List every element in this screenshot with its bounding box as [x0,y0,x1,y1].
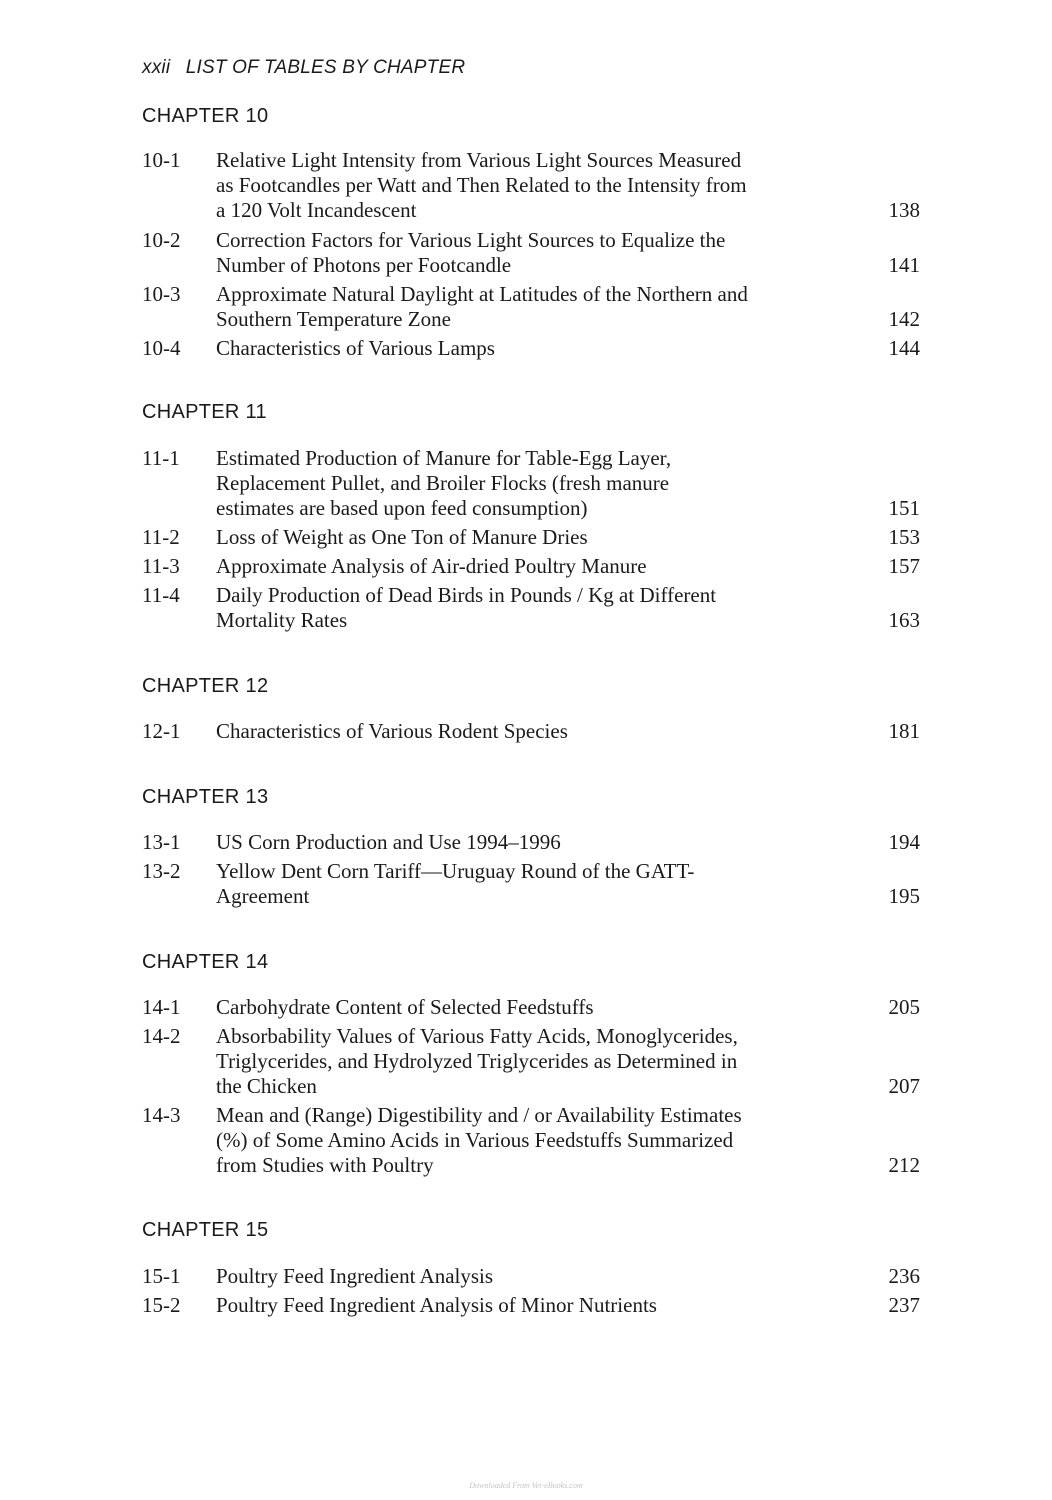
table-title [216,446,846,521]
table-number: 10-4 [142,336,181,360]
table-title [216,1293,846,1318]
table-title-line: Poultry Feed Ingredient Analysis of Minor Nutrients [216,1293,657,1317]
table-title-line: Daily Production of Dead Birds in Pounds / Kg at Different [216,583,717,607]
table-title [216,148,846,223]
table-title-line: Correction Factors for Various Light Sources to Equalize the [216,228,726,252]
table-title-line: Agreement [216,884,310,908]
page-number: 163 [888,608,920,632]
page-number: 205 [888,995,920,1019]
table-title [216,1024,846,1099]
table-title-line: Estimated Production of Manure for Table-Egg Layer, [216,446,672,470]
table-entry [142,1024,920,1099]
table-title [216,282,846,332]
table-entry [142,1264,920,1289]
page-number: 236 [888,1264,920,1288]
table-entry [142,583,920,633]
table-number: 12-1 [142,719,181,743]
page-folio: xxii [142,57,171,78]
table-title-line: Characteristics of Various Rodent Species [216,719,568,743]
table-title-line: Triglycerides, and Hydrolyzed Triglycerides as Determined in [216,1049,738,1073]
table-title-line: US Corn Production and Use 1994–1996 [216,830,561,854]
table-number: 11-3 [142,554,180,578]
page-number: 212 [888,1153,920,1177]
page-number: 181 [888,719,920,743]
page-number: 194 [888,830,920,854]
table-number: 14-3 [142,1103,181,1127]
table-title [216,830,846,855]
table-title-line: Characteristics of Various Lamps [216,336,495,360]
table-number: 15-1 [142,1264,181,1288]
table-title-line: Carbohydrate Content of Selected Feedstuffs [216,995,594,1019]
chapter-heading: CHAPTER 13 [142,786,269,808]
table-title [216,336,846,361]
table-entry [142,336,920,361]
table-title-line: as Footcandles per Watt and Then Related to the Intensity from [216,173,747,197]
table-number: 11-2 [142,525,180,549]
table-entry [142,148,920,223]
page-number: 141 [888,253,920,277]
table-title [216,995,846,1020]
table-title [216,859,846,909]
table-title-line: Yellow Dent Corn Tariff—Uruguay Round of the GATT- [216,859,695,883]
table-title [216,228,846,278]
page-number: 195 [888,884,920,908]
table-title-line: estimates are based upon feed consumption) [216,496,588,520]
table-title-line: from Studies with Poultry [216,1153,434,1177]
page-number: 207 [888,1074,920,1098]
table-entry [142,719,920,744]
table-number: 10-1 [142,148,181,172]
chapter-heading: CHAPTER 12 [142,675,269,697]
table-title [216,525,846,550]
table-title-line: Number of Photons per Footcandle [216,253,512,277]
table-number: 10-3 [142,282,181,306]
table-entry [142,525,920,550]
download-watermark: Downloaded From Vet-eBooks.com [469,1481,583,1490]
page-number: 142 [888,307,920,331]
running-head-title: LIST OF TABLES BY CHAPTER [185,57,466,78]
table-entry [142,830,920,855]
chapter-heading: CHAPTER 11 [142,401,267,423]
table-entry [142,1293,920,1318]
running-head [142,57,465,79]
table-entry [142,554,920,579]
table-number: 11-1 [142,446,180,470]
table-title [216,719,846,744]
table-title-line: Replacement Pullet, and Broiler Flocks (fresh manure [216,471,670,495]
table-title-line: Mean and (Range) Digestibility and / or Availability Estimates [216,1103,742,1127]
table-title [216,1103,846,1178]
table-entry [142,282,920,332]
table-title-line: Southern Temperature Zone [216,307,451,331]
table-title-line: Absorbability Values of Various Fatty Acids, Monoglycerides, [216,1024,738,1048]
page-number: 151 [888,496,920,520]
table-entry [142,228,920,278]
page-number: 157 [888,554,920,578]
page-number: 237 [888,1293,920,1317]
table-number: 14-2 [142,1024,181,1048]
table-number: 13-2 [142,859,181,883]
table-title-line: a 120 Volt Incandescent [216,198,417,222]
chapter-heading: CHAPTER 15 [142,1219,269,1241]
table-number: 15-2 [142,1293,181,1317]
table-title-line: Approximate Analysis of Air-dried Poultry Manure [216,554,647,578]
table-entry [142,1103,920,1178]
chapter-heading: CHAPTER 10 [142,105,269,127]
table-title-line: Loss of Weight as One Ton of Manure Dries [216,525,588,549]
table-entry [142,446,920,521]
table-title-line: Mortality Rates [216,608,348,632]
page-number: 144 [888,336,920,360]
table-title-line: (%) of Some Amino Acids in Various Feedstuffs Summarized [216,1128,734,1152]
table-number: 10-2 [142,228,181,252]
table-title-line: Poultry Feed Ingredient Analysis [216,1264,494,1288]
table-entry [142,859,920,909]
table-number: 13-1 [142,830,181,854]
table-title-line: Approximate Natural Daylight at Latitudes of the Northern and [216,282,748,306]
table-title [216,554,846,579]
table-title-line: the Chicken [216,1074,317,1098]
chapter-heading: CHAPTER 14 [142,951,269,973]
table-number: 14-1 [142,995,181,1019]
page-number: 138 [888,198,920,222]
page-number: 153 [888,525,920,549]
table-title-line: Relative Light Intensity from Various Light Sources Measured [216,148,742,172]
table-number: 11-4 [142,583,180,607]
table-title [216,1264,846,1289]
table-entry [142,995,920,1020]
table-title [216,583,846,633]
